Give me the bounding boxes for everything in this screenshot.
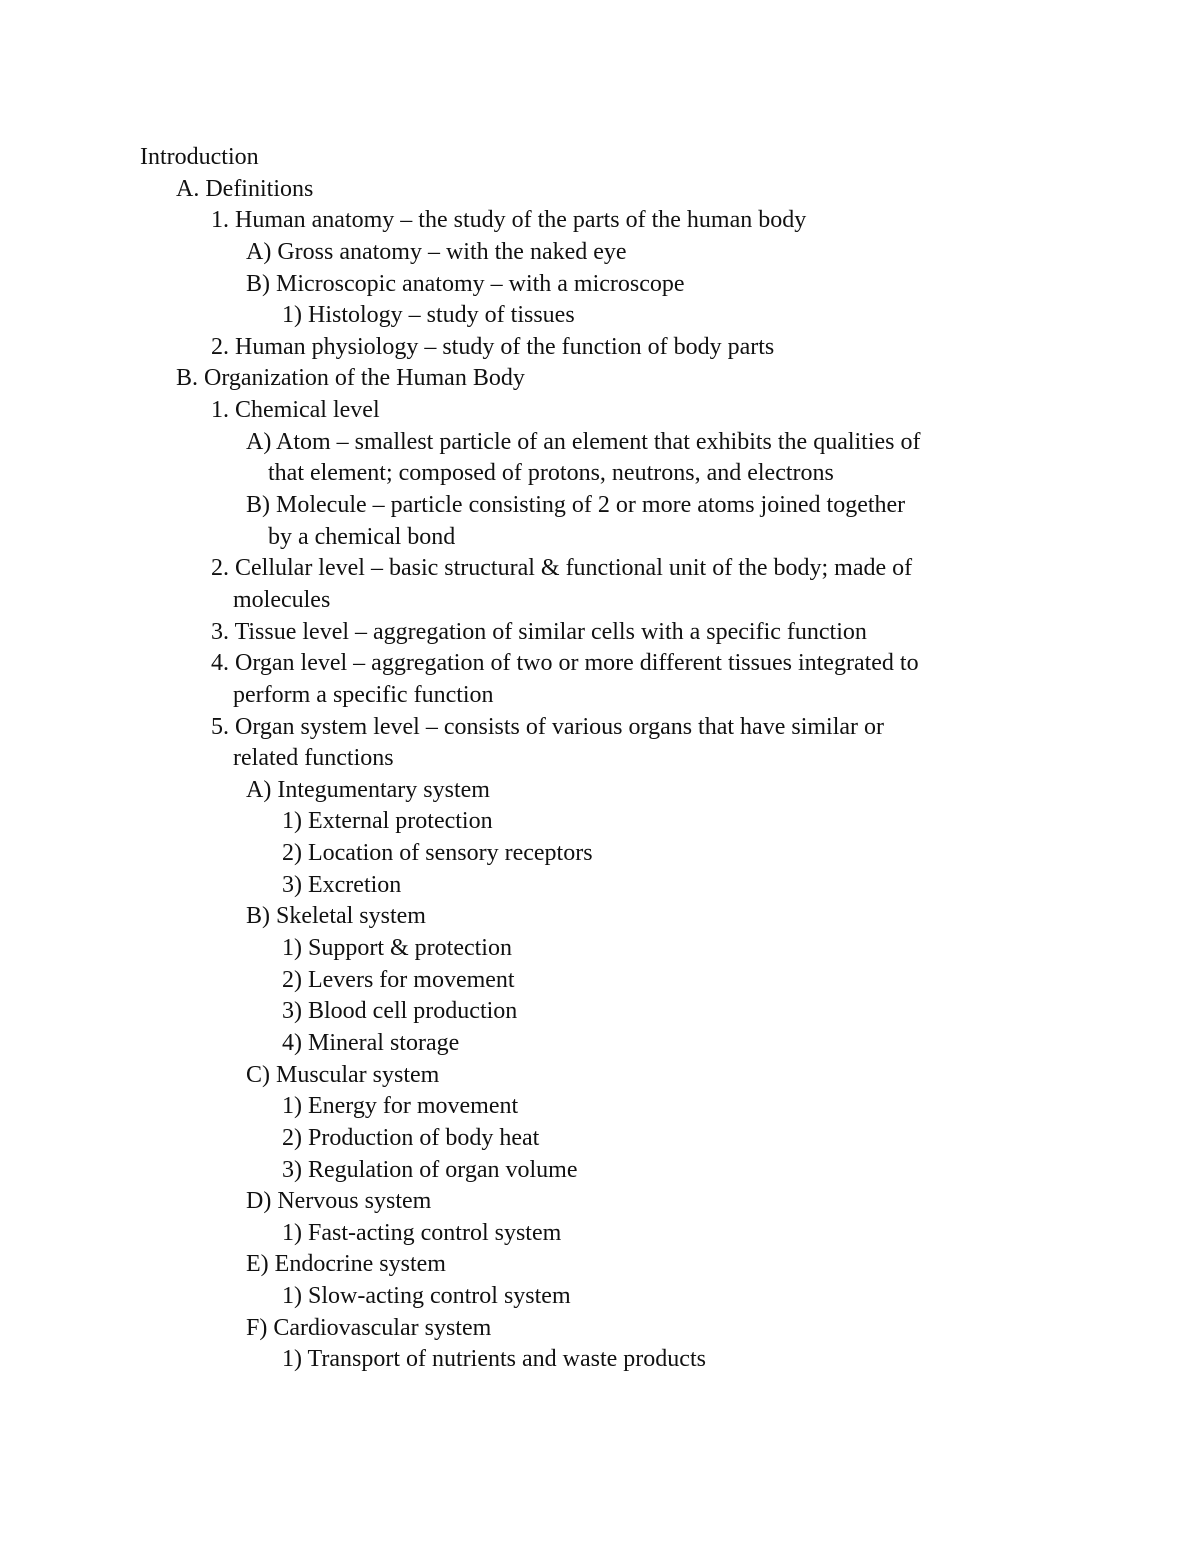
outline-section: A. Definitions	[176, 175, 314, 202]
outline-item: 1. Human anatomy – the study of the parts of the human body	[211, 207, 807, 234]
outline-detail: 1) Fast-acting control system	[282, 1219, 562, 1246]
outline-detail: 1) Transport of nutrients and waste products	[282, 1346, 706, 1373]
outline-item: 2. Human physiology – study of the function of body parts	[211, 333, 775, 360]
outline-detail: 3) Regulation of organ volume	[282, 1156, 578, 1183]
outline-subitem-continuation: that element; composed of protons, neutrons, and electrons	[268, 460, 834, 487]
outline-subitem: B) Molecule – particle consisting of 2 or more atoms joined together	[246, 492, 906, 519]
outline-detail: 2) Location of sensory receptors	[282, 840, 593, 867]
outline-detail: 1) Slow-acting control system	[282, 1283, 571, 1310]
outline-subitem-continuation: by a chemical bond	[268, 523, 456, 550]
outline-detail: 2) Production of body heat	[282, 1124, 540, 1151]
outline-detail: 4) Mineral storage	[282, 1029, 460, 1056]
outline-detail: 3) Excretion	[282, 871, 402, 898]
outline-subitem: F) Cardiovascular system	[246, 1314, 492, 1341]
outline	[0, 142, 1200, 1376]
outline-item: 3. Tissue level – aggregation of similar cells with a specific function	[211, 618, 867, 645]
outline-item-continuation: perform a specific function	[233, 681, 494, 708]
outline-item-continuation: molecules	[233, 586, 331, 613]
outline-subitem: C) Muscular system	[246, 1061, 440, 1088]
outline-subitem: B) Microscopic anatomy – with a microscope	[246, 270, 685, 297]
outline-subitem: A) Atom – smallest particle of an element that exhibits the qualities of	[246, 428, 921, 455]
outline-item: 1. Chemical level	[211, 397, 380, 424]
outline-detail: 1) Support & protection	[282, 935, 512, 962]
outline-subitem: E) Endocrine system	[246, 1251, 446, 1278]
outline-detail: 2) Levers for movement	[282, 966, 515, 993]
outline-detail: 1) Histology – study of tissues	[282, 302, 575, 329]
outline-item: 4. Organ level – aggregation of two or more different tissues integrated to	[211, 650, 919, 677]
outline-detail: 1) External protection	[282, 808, 493, 835]
outline-detail: 3) Blood cell production	[282, 998, 518, 1025]
outline-item: 2. Cellular level – basic structural & functional unit of the body; made of	[211, 555, 913, 582]
outline-subitem: B) Skeletal system	[246, 903, 426, 930]
outline-subitem: A) Gross anatomy – with the naked eye	[246, 238, 627, 265]
outline-heading: Introduction	[140, 144, 259, 170]
outline-item-continuation: related functions	[233, 745, 394, 772]
outline-section: B. Organization of the Human Body	[176, 365, 525, 392]
outline-subitem: D) Nervous system	[246, 1188, 432, 1215]
outline-subitem: A) Integumentary system	[246, 776, 490, 803]
outline-detail: 1) Energy for movement	[282, 1093, 519, 1120]
outline-item: 5. Organ system level – consists of various organs that have similar or	[211, 713, 884, 740]
